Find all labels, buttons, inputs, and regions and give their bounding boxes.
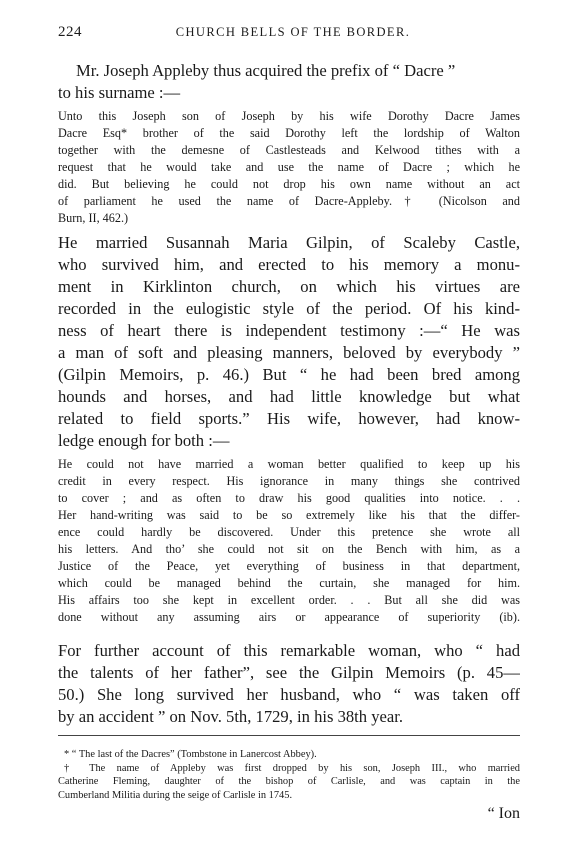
text-line: ledge enough for both :— bbox=[58, 431, 230, 450]
text-line: Burn, II, 462.) bbox=[58, 211, 129, 225]
text-line: (Gilpin Memoirs, p. 46.) But “ he had been bred among bbox=[58, 365, 520, 384]
block-quote-gilpin bbox=[58, 456, 520, 626]
text-line: Justice of the Peace, yet everything of business in that department, bbox=[58, 559, 520, 573]
footnote-line: † The name of Appleby was first dropped by his son, Joseph III., who married bbox=[64, 762, 520, 774]
text-line: Her hand-writing was said to be so extremely like his that the differ- bbox=[58, 508, 520, 522]
text-line: the talents of her father”, see the Gilpin Memoirs (p. 45— bbox=[58, 663, 520, 682]
running-title: CHURCH BELLS OF THE BORDER. bbox=[175, 25, 411, 39]
catchword: “ Ion bbox=[487, 805, 520, 822]
text-line: 50.) She long survived her husband, who “ was taken off bbox=[58, 685, 520, 704]
text-line: He could not have married a woman better qualified to keep up his bbox=[58, 457, 520, 471]
text-line: hounds and horses, and had little knowledge but what bbox=[58, 387, 520, 406]
block-quote-nicolson bbox=[58, 108, 520, 227]
text-line: For further account of this remarkable woman, who “ had bbox=[58, 641, 520, 660]
text-line: did. But believing he could not drop his own name without an act bbox=[58, 177, 520, 191]
text-line: to his surname :— bbox=[58, 83, 181, 102]
text-line: a man of soft and pleasing manners, beloved by everybody ” bbox=[58, 343, 520, 362]
footnote-divider bbox=[58, 735, 520, 736]
text-line: He married Susannah Maria Gilpin, of Scaleby Castle, bbox=[58, 233, 520, 252]
text-line: ence could hardly be discovered. Under this pretence she wrote all bbox=[58, 525, 520, 539]
text-line: Unto this Joseph son of Joseph by his wife Dorothy Dacre James bbox=[58, 109, 520, 123]
text-line: of parliament he used the name of Dacre-Appleby.† (Nicolson and bbox=[58, 194, 520, 208]
footnote-line: Cumberland Militia during the seige of Carlisle in 1745. bbox=[58, 789, 293, 801]
text-line: done without any assuming airs or appearance of superiority (ib). bbox=[58, 610, 520, 624]
marriage-paragraph bbox=[58, 232, 520, 452]
text-line: ment in Kirklinton church, on which his virtues are bbox=[58, 277, 520, 296]
footnote-line: Catherine Fleming, daughter of the bishop of Carlisle, and was captain in the bbox=[58, 776, 520, 787]
text-line: who survived him, and erected to his memory a monu- bbox=[58, 255, 520, 274]
page-number: 224 bbox=[58, 24, 82, 40]
text-line: which could be managed behind the curtain, she managed for him. bbox=[58, 576, 520, 590]
text-line: together with the demesne of Castlesteads and Kelwood tithes with a bbox=[58, 143, 520, 157]
text-line: related to field sports.” His wife, however, had know- bbox=[58, 409, 520, 428]
text-line: ness of heart there is independent testimony :—“ He was bbox=[58, 321, 520, 340]
text-line: His affairs too she kept in excellent order. . . But all she did was bbox=[58, 593, 520, 607]
text-line: by an accident ” on Nov. 5th, 1729, in his 38th year. bbox=[58, 707, 404, 726]
text-line: recorded in the eulogistic style of the period. Of his kind- bbox=[58, 299, 520, 318]
intro-paragraph bbox=[58, 60, 520, 104]
text-line: request that he would take and use the name of Dacre ; which he bbox=[58, 160, 520, 174]
footnote-dagger-star: * “ The last of the Dacres” (Tombstone in Lanercost Abbey). bbox=[64, 749, 317, 760]
running-header bbox=[58, 24, 528, 44]
footnotes bbox=[58, 748, 520, 802]
text-line: Mr. Joseph Appleby thus acquired the prefix of “ Dacre ” bbox=[76, 61, 456, 80]
text-line: to cover ; and as often to draw his good qualities into notice. . . bbox=[58, 491, 520, 505]
text-line: credit in every respect. His ignorance in many things she contrived bbox=[58, 474, 520, 488]
text-line: Dacre Esq* brother of the said Dorothy left the lordship of Walton bbox=[58, 126, 520, 140]
text-line: his letters. And tho’ she could not sit on the Bench with him, as a bbox=[58, 542, 520, 556]
further-account-paragraph bbox=[58, 640, 520, 728]
